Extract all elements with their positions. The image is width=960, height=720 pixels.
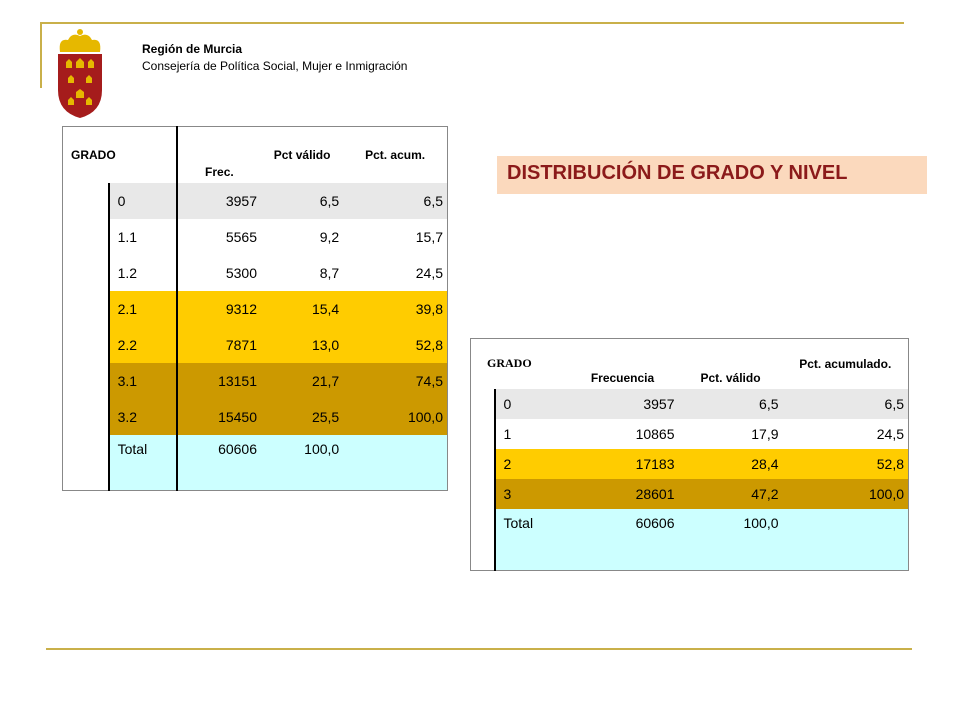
pct-acum-cell: 100,0 (343, 399, 447, 435)
grado-cell: Total (495, 509, 567, 571)
grado-cell: Total (109, 435, 177, 491)
table-row (471, 509, 909, 571)
pct-acum-cell: 6,5 (343, 183, 447, 219)
frecuencia-cell: 5565 (177, 219, 261, 255)
pct-valido-cell: 17,9 (679, 419, 783, 449)
pct-valido-cell: 25,5 (261, 399, 343, 435)
frecuencia-cell: 60606 (567, 509, 679, 571)
grado-cell: 2.1 (109, 291, 177, 327)
frecuencia-cell: 3957 (567, 389, 679, 419)
frecuencia-cell: 28601 (567, 479, 679, 509)
grado-cell: 0 (495, 389, 567, 419)
frecuencia-cell: 13151 (177, 363, 261, 399)
col-header-pct-acum: Pct. acum. (365, 147, 426, 162)
row-indent (471, 509, 495, 571)
table-row (471, 419, 909, 449)
pct-acum-cell: 52,8 (343, 327, 447, 363)
pct-valido-cell: 6,5 (679, 389, 783, 419)
table-row (63, 363, 448, 399)
pct-acum-cell: 15,7 (343, 219, 447, 255)
table-row (63, 183, 448, 219)
pct-acum-cell: 39,8 (343, 291, 447, 327)
grado-table-summary (470, 338, 909, 571)
grado-cell: 2.2 (109, 327, 177, 363)
row-indent (63, 435, 109, 491)
col-header-pct-acumulado: Pct. acumulado. (799, 356, 892, 371)
section-heading-box (497, 156, 927, 194)
frecuencia-cell: 10865 (567, 419, 679, 449)
table-row (63, 435, 448, 491)
pct-valido-cell: 15,4 (261, 291, 343, 327)
grado-cell: 1.2 (109, 255, 177, 291)
pct-valido-cell: 100,0 (679, 509, 783, 571)
frecuencia-cell: 3957 (177, 183, 261, 219)
pct-acum-cell: 24,5 (343, 255, 447, 291)
pct-acum-cell (783, 509, 909, 571)
pct-acum-cell: 100,0 (783, 479, 909, 509)
region-title: Región de Murcia (142, 42, 243, 56)
grado-cell: 1 (495, 419, 567, 449)
pct-valido-cell: 28,4 (679, 449, 783, 479)
table-row (471, 389, 909, 419)
row-indent (63, 363, 109, 399)
grado-cell: 1.1 (109, 219, 177, 255)
row-indent (471, 449, 495, 479)
row-indent (63, 399, 109, 435)
pct-acum-cell: 74,5 (343, 363, 447, 399)
grado-table-detailed (62, 126, 448, 491)
row-indent (63, 219, 109, 255)
row-indent (63, 291, 109, 327)
pct-acum-cell: 6,5 (783, 389, 909, 419)
table-row (63, 327, 448, 363)
table-row (63, 255, 448, 291)
col-header-grado: GRADO (71, 147, 116, 162)
pct-valido-cell: 6,5 (261, 183, 343, 219)
frecuencia-cell: 15450 (177, 399, 261, 435)
table-row (471, 479, 909, 509)
col-header-frec: Frec. (177, 127, 261, 183)
grado-cell: 3 (495, 479, 567, 509)
row-indent (63, 255, 109, 291)
frecuencia-cell: 5300 (177, 255, 261, 291)
row-indent (63, 327, 109, 363)
frecuencia-cell: 60606 (177, 435, 261, 491)
bottom-rule (46, 648, 912, 650)
col-header-grado: GRADO (487, 356, 532, 371)
pct-valido-cell: 13,0 (261, 327, 343, 363)
top-rule (40, 22, 904, 24)
row-indent (471, 419, 495, 449)
table-row (63, 219, 448, 255)
table-row (471, 449, 909, 479)
pct-acum-cell: 24,5 (783, 419, 909, 449)
col-header-pct-valido: Pct. válido (700, 370, 761, 385)
grado-cell: 3.2 (109, 399, 177, 435)
row-indent (471, 389, 495, 419)
row-indent (63, 183, 109, 219)
row-indent (471, 479, 495, 509)
frecuencia-cell: 7871 (177, 327, 261, 363)
section-heading: DISTRIBUCIÓN DE GRADO Y NIVEL (507, 162, 848, 184)
department-subtitle: Consejería de Política Social, Mujer e Inmigración (142, 59, 408, 73)
grado-cell: 3.1 (109, 363, 177, 399)
pct-acum-cell (343, 435, 447, 491)
pct-valido-cell: 100,0 (261, 435, 343, 491)
frecuencia-cell: 17183 (567, 449, 679, 479)
table-row (63, 291, 448, 327)
coat-of-arms-logo (52, 28, 108, 120)
pct-acum-cell: 52,8 (783, 449, 909, 479)
grado-cell: 0 (109, 183, 177, 219)
left-rule (40, 22, 42, 88)
col-header-pct-valido: Pct válido (273, 147, 331, 162)
table-row (63, 399, 448, 435)
grado-cell: 2 (495, 449, 567, 479)
pct-valido-cell: 8,7 (261, 255, 343, 291)
pct-valido-cell: 21,7 (261, 363, 343, 399)
pct-valido-cell: 9,2 (261, 219, 343, 255)
col-header-frecuencia: Frecuencia (590, 370, 655, 385)
frecuencia-cell: 9312 (177, 291, 261, 327)
pct-valido-cell: 47,2 (679, 479, 783, 509)
